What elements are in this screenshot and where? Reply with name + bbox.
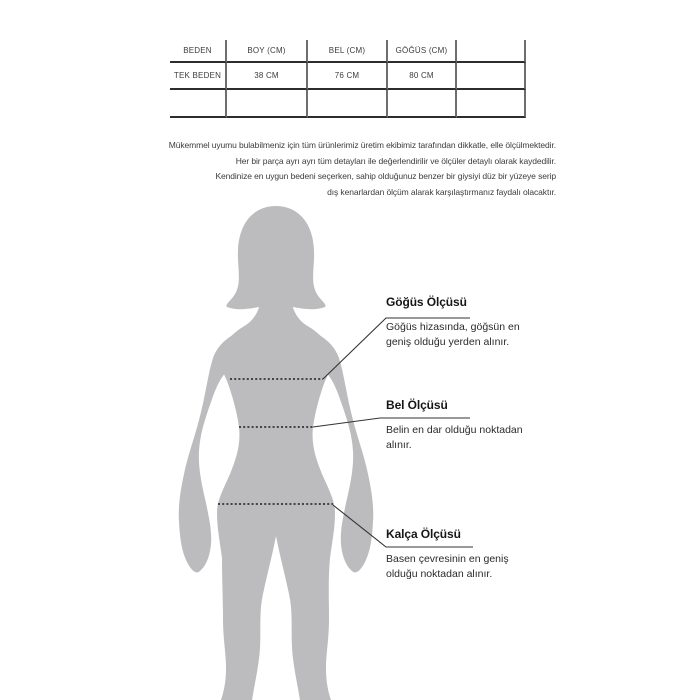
desc-line: Göğüs hizasında, göğsün en	[386, 321, 520, 333]
desc-line: Belin en dar olduğu noktadan	[386, 424, 523, 436]
desc-line: alınır.	[386, 438, 412, 451]
table-cell: 80 CM	[388, 63, 457, 90]
hip-measurement-desc	[386, 552, 586, 581]
hip-measurement-title: Kalça Ölçüsü	[386, 527, 461, 541]
chest-measurement-title: Göğüs Ölçüsü	[386, 295, 467, 309]
intro-line: Her bir parça ayrı ayrı tüm detayları ile değerlendirilir ve ölçüler detaylı olarak kaydedilir.	[235, 155, 556, 166]
hip-measurement-label	[386, 528, 586, 581]
waist-measurement-title: Bel Ölçüsü	[386, 398, 448, 412]
table-cell: TEK BEDEN	[170, 63, 227, 90]
intro-line: Mükemmel uyumu bulabilmeniz için tüm ürünlerimiz üretim ekibimiz tarafından dikkatle, elle ölçülmektedir.	[168, 140, 556, 150]
intro-line: dış kenarlardan ölçüm alarak karşılaştırmanız faydalı olacaktır.	[327, 186, 556, 197]
table-header-cell: BOY (CM)	[227, 40, 308, 63]
table-header-cell: BEDEN	[170, 40, 227, 63]
desc-line: Basen çevresinin en geniş	[386, 553, 509, 565]
table-cell: 38 CM	[227, 63, 308, 90]
table-cell: 76 CM	[308, 63, 388, 90]
desc-line: olduğu noktadan alınır.	[386, 567, 493, 580]
chest-measurement-desc	[386, 320, 586, 349]
waist-measurement-label	[386, 399, 586, 452]
chest-measurement-label	[386, 296, 586, 349]
waist-measurement-desc	[386, 423, 586, 452]
table-header-cell: GÖĞÜS (CM)	[388, 40, 457, 63]
intro-line: Kendinize en uygun bedeni seçerken, sahip olduğunuz benzer bir giysiyi düz bir yüzeye serip	[215, 171, 556, 181]
table-header-cell: BEL (CM)	[308, 40, 388, 63]
desc-line: geniş olduğu yerden alınır.	[386, 335, 510, 348]
